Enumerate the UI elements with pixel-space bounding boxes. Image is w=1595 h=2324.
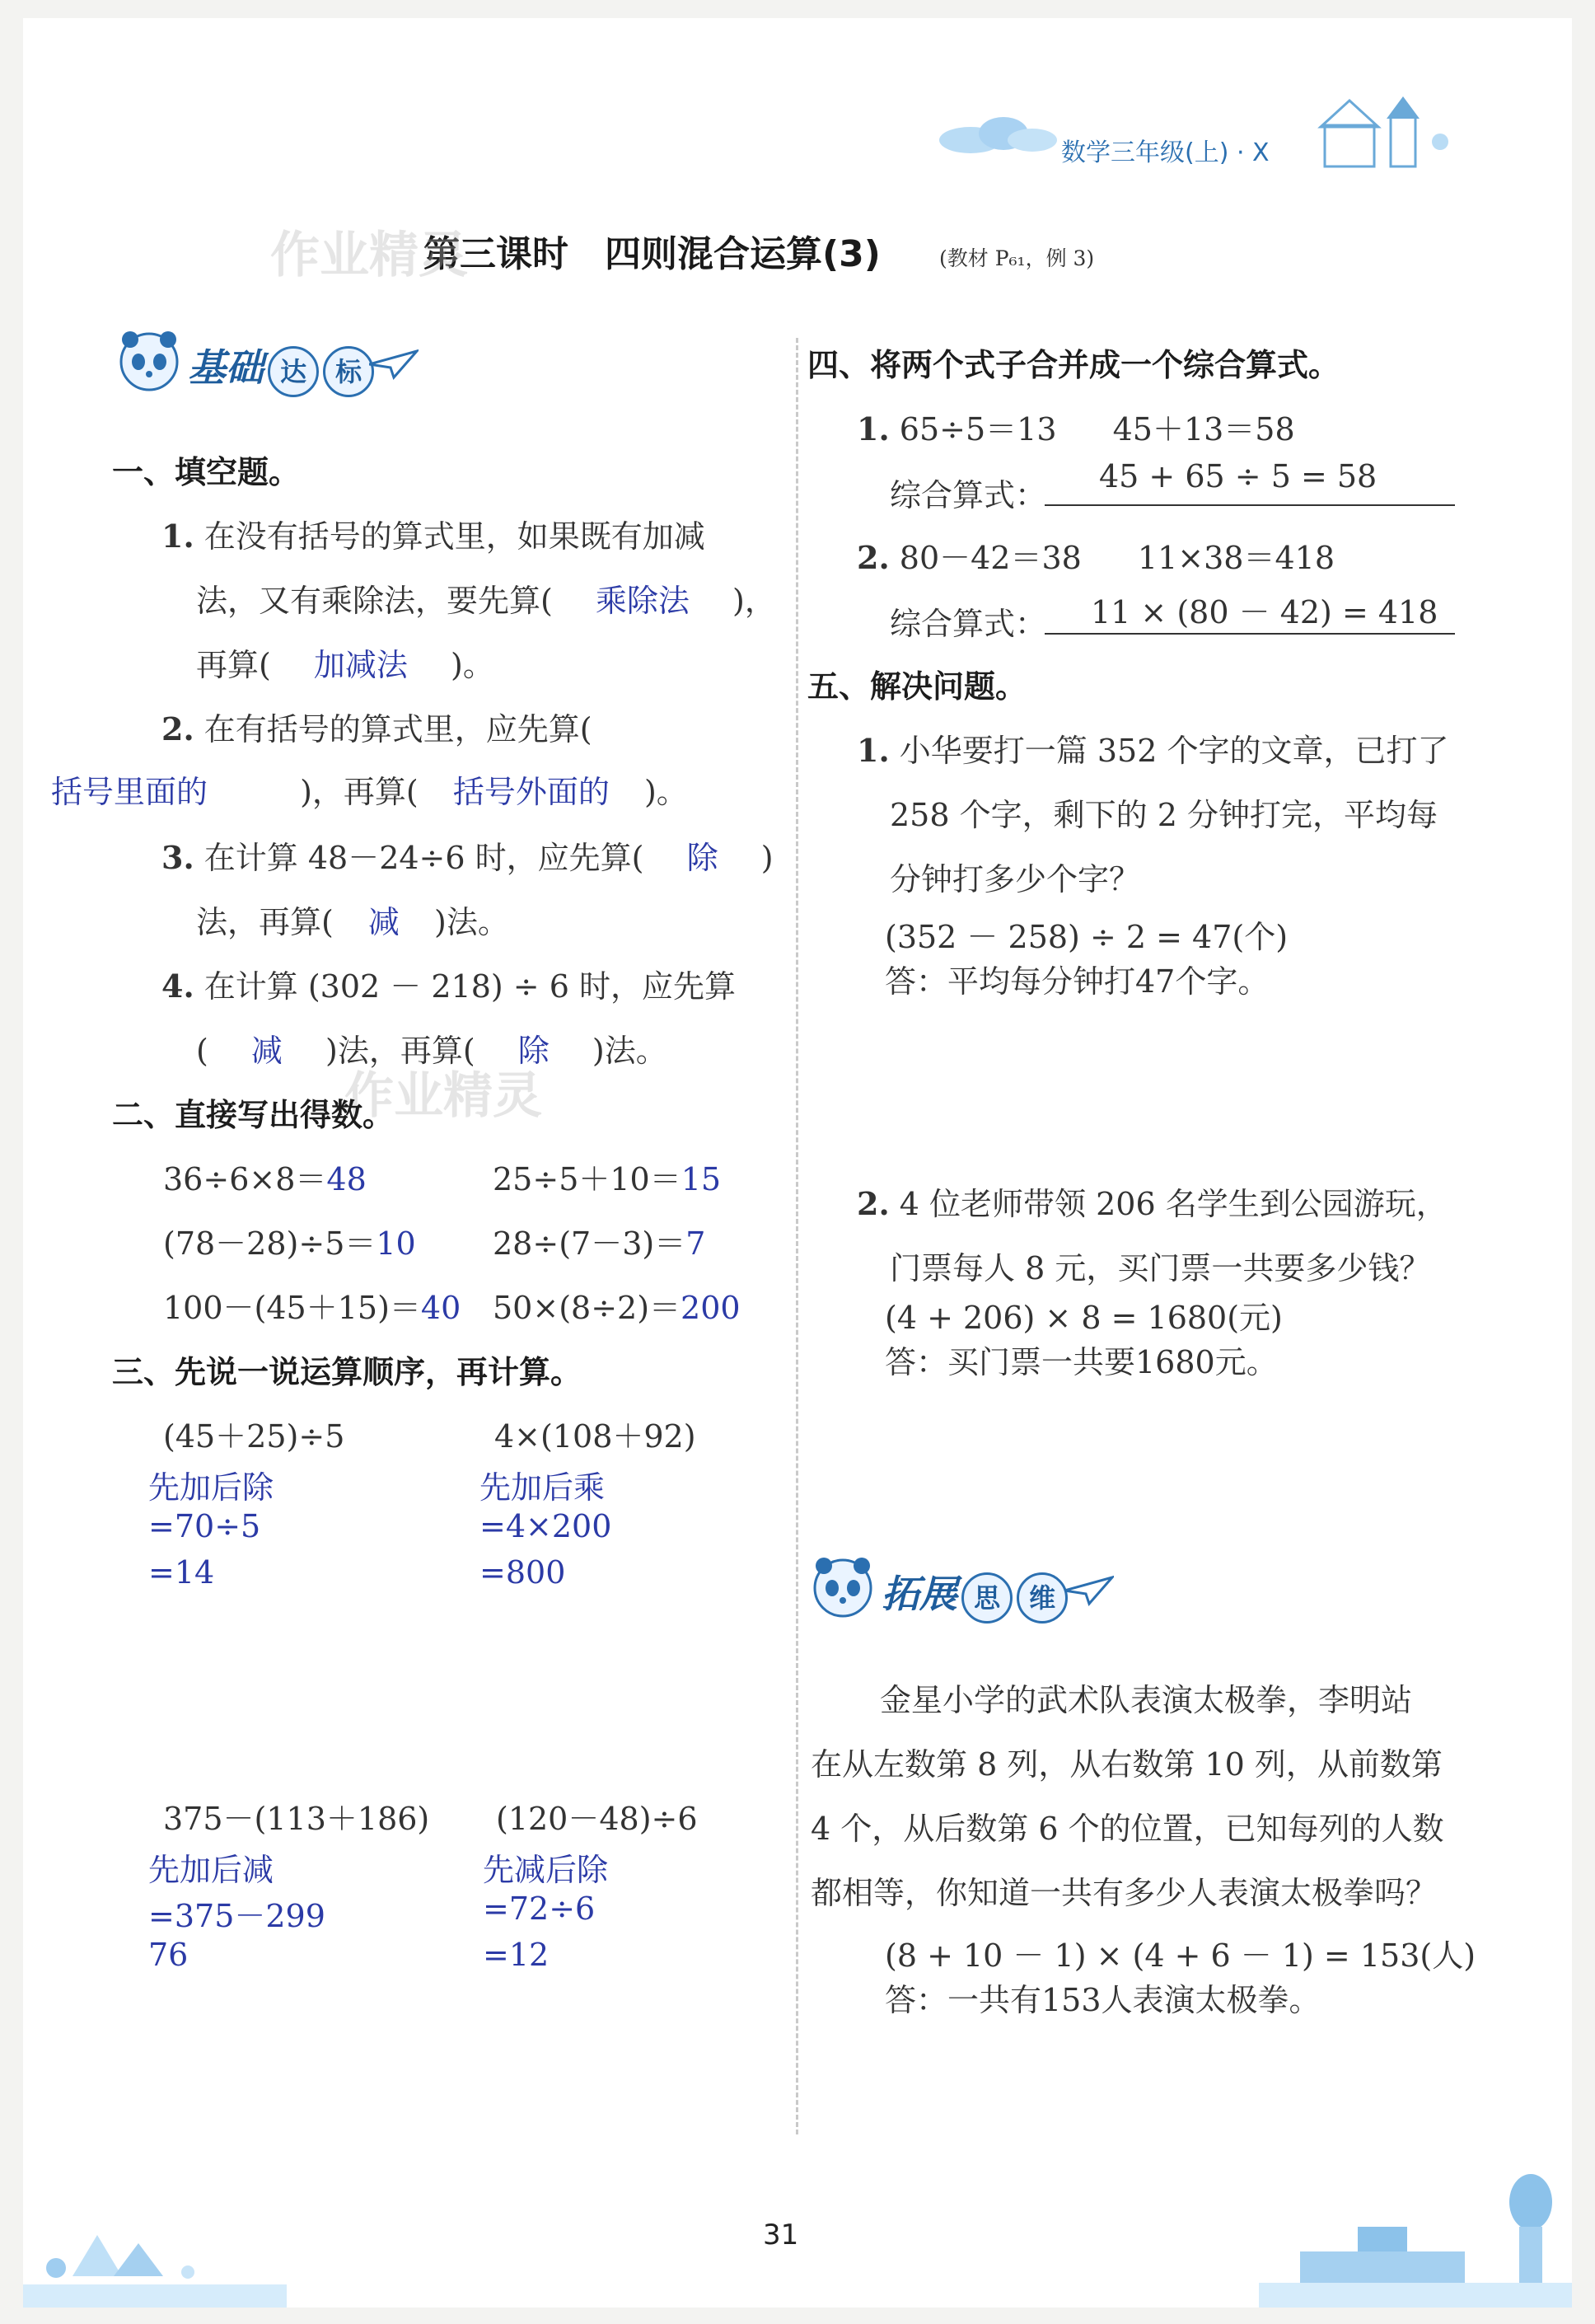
order-problem-expression: 375－(113＋186)	[163, 1801, 430, 1837]
question-text: )	[760, 840, 774, 876]
section-heading: 一、填空题。	[112, 454, 301, 490]
answer-text: 48	[326, 1161, 367, 1197]
worksheet-page	[23, 18, 1572, 2308]
answer-text: 减	[250, 1033, 283, 1069]
question-text: 4 位老师带领 206 名学生到公园游玩，	[899, 1186, 1448, 1222]
question-text: 在计算 (302 － 218) ÷ 6 时，应先算	[203, 968, 736, 1005]
given-equation: 80－42＝38	[899, 540, 1082, 576]
section-heading: 四、将两个式子合并成一个综合算式。	[807, 347, 1340, 383]
question-text: 法，再算(	[196, 904, 334, 940]
calc-item	[493, 1154, 721, 1199]
textbook-reference: (教材 P₆₁，例 3)	[939, 246, 1095, 270]
answer-text: 答：买门票一共要1680元。	[885, 1344, 1278, 1380]
calc-item	[163, 1154, 367, 1199]
answer-line	[1045, 633, 1455, 635]
question-4	[161, 961, 736, 1006]
page-number: 31	[763, 2219, 799, 2251]
answer-text: 15	[681, 1161, 722, 1197]
question-number: 2.	[857, 1185, 890, 1222]
question-1-line-2	[196, 575, 776, 621]
banner-text: 拓展	[882, 1572, 957, 1616]
order-problem-expression: 4×(108＋92)	[494, 1418, 696, 1455]
answer-text: (8 + 10 － 1) × (4 + 6 － 1) = 153(人)	[885, 1937, 1476, 1974]
answer-text: 加减法	[313, 647, 408, 683]
calc-item	[163, 1282, 461, 1328]
answer-text: 40	[420, 1290, 461, 1326]
answer-text: 10	[376, 1225, 416, 1262]
question-number: 1.	[857, 732, 890, 769]
column-divider	[796, 338, 798, 2134]
banner-char: 标	[323, 346, 374, 397]
answer-text: 200	[681, 1290, 741, 1326]
answer-text: 先加后减	[148, 1852, 274, 1888]
answer-line	[1045, 504, 1455, 506]
combined-label: 综合算式：	[890, 606, 1047, 642]
answer-text: =72÷6	[483, 1891, 596, 1927]
question-3-line-2	[196, 897, 509, 942]
calc-expression: (78－28)÷5＝	[163, 1225, 377, 1262]
question-number: 4.	[161, 968, 194, 1005]
question-text: )。	[451, 647, 494, 683]
question-text: )法。	[592, 1033, 667, 1069]
basic-section-banner	[188, 338, 374, 397]
extension-text: 都相等，你知道一共有多少人表演太极拳吗？	[811, 1875, 1438, 1911]
answer-text: (4 + 206) × 8 = 1680(元)	[885, 1300, 1283, 1336]
question-text: 门票每人 8 元，买门票一共要多少钱？	[890, 1250, 1431, 1286]
paper-plane-icon	[369, 348, 419, 381]
question-text: 在计算 48－24÷6 时，应先算(	[203, 840, 644, 876]
word-problem-1	[857, 725, 1448, 771]
cloud-decoration-icon	[938, 109, 1061, 158]
answer-text: 除	[517, 1033, 550, 1069]
answer-text: 乘除法	[595, 583, 690, 619]
calc-expression: 50×(8÷2)＝	[493, 1290, 681, 1326]
calc-expression: 25÷5＋10＝	[493, 1161, 681, 1197]
panda-mascot-icon	[112, 325, 186, 407]
question-text: 在有括号的算式里，应先算(	[203, 711, 592, 747]
extension-text: 4 个，从后数第 6 个的位置，已知每列的人数	[811, 1811, 1444, 1847]
question-text: 分钟打多少个字？	[890, 861, 1141, 897]
word-problem-2	[857, 1178, 1448, 1224]
answer-text: (352 － 258) ÷ 2 = 47(个)	[885, 919, 1289, 955]
question-text: 再算(	[196, 647, 271, 683]
question-2	[161, 704, 592, 749]
question-number: 2.	[161, 710, 194, 747]
section-heading: 五、解决问题。	[807, 668, 1027, 705]
answer-text: 括号外面的	[452, 774, 610, 810]
given-equation: 45＋13＝58	[1112, 411, 1295, 447]
extension-text: 金星小学的武术队表演太极拳，李明站	[880, 1682, 1413, 1718]
extension-section-banner	[882, 1564, 1068, 1624]
answer-text: 括号里面的	[51, 774, 208, 810]
extension-text: 在从左数第 8 列，从右数第 10 列，从前数第	[811, 1746, 1443, 1783]
combined-label: 综合算式：	[890, 477, 1047, 513]
banner-char: 达	[268, 346, 319, 397]
banner-char: 维	[1017, 1572, 1068, 1624]
combine-question-2	[857, 532, 1335, 578]
question-text: (	[196, 1033, 208, 1069]
question-text: 法，又有乘除法，要先算(	[196, 583, 553, 619]
banner-text: 基础	[188, 345, 264, 390]
calc-expression: 100－(45＋15)＝	[163, 1290, 421, 1326]
question-number: 3.	[161, 839, 194, 876]
answer-text: 7	[685, 1225, 706, 1262]
lesson-title: 第三课时 四则混合运算(3)	[423, 233, 881, 275]
question-text: 258 个字，剩下的 2 分钟打完，平均每	[890, 797, 1438, 833]
answer-text: =14	[148, 1554, 215, 1591]
answer-text: 答：平均每分钟打47个字。	[885, 963, 1270, 1000]
footer-decoration-left-icon	[23, 2153, 287, 2308]
question-1-line-3	[196, 640, 494, 685]
question-text: 小华要打一篇 352 个字的文章，已打了	[899, 733, 1449, 769]
question-2-line-2	[51, 766, 688, 812]
answer-text: =4×200	[479, 1508, 612, 1544]
order-problem-expression: (45＋25)÷5	[163, 1418, 345, 1455]
answer-text: =12	[483, 1937, 550, 1973]
footer-decoration-right-icon	[1259, 2128, 1572, 2308]
question-number: 1.	[857, 410, 890, 447]
calc-item	[493, 1282, 741, 1328]
question-number: 2.	[857, 539, 890, 576]
answer-text: =800	[479, 1554, 566, 1591]
question-text: )，	[732, 583, 776, 619]
calc-expression: 28÷(7－3)＝	[493, 1225, 686, 1262]
given-equation: 11×38＝418	[1137, 540, 1335, 576]
calc-item	[163, 1218, 416, 1263]
paper-plane-icon	[1064, 1574, 1114, 1607]
watermark: 作业精灵	[344, 1067, 542, 1125]
answer-text: =70÷5	[148, 1508, 261, 1544]
answer-text: =375－299	[148, 1898, 325, 1934]
given-equation: 65÷5＝13	[899, 411, 1057, 447]
panda-mascot-icon	[806, 1551, 880, 1633]
answer-text: 76	[148, 1937, 189, 1973]
section-heading: 二、直接写出得数。	[112, 1097, 395, 1133]
section-heading: 三、先说一说运算顺序，再计算。	[112, 1354, 582, 1390]
answer-text: 先加后除	[148, 1469, 274, 1506]
question-text: )法。	[434, 904, 509, 940]
question-1	[161, 511, 705, 556]
answer-text: 45 + 65 ÷ 5 = 58	[1099, 458, 1378, 494]
question-3	[161, 832, 774, 878]
calc-item	[493, 1218, 705, 1263]
answer-text: 先加后乘	[479, 1469, 606, 1506]
house-decoration-icon	[1308, 92, 1465, 175]
combine-question-1	[857, 404, 1295, 449]
order-problem-expression: (120－48)÷6	[496, 1801, 698, 1837]
question-text: )法，再算(	[325, 1033, 475, 1069]
answer-text: 除	[686, 840, 718, 876]
watermark: 作业精灵	[270, 227, 468, 284]
question-text: )，再算(	[300, 774, 419, 810]
banner-char: 思	[961, 1572, 1013, 1624]
answer-text: 答：一共有153人表演太极拳。	[885, 1982, 1321, 2018]
question-text: )。	[643, 774, 688, 810]
book-title: 数学三年级(上) · X	[1061, 138, 1270, 167]
answer-text: 11 × (80 － 42) = 418	[1091, 594, 1438, 630]
answer-text: 减	[367, 904, 400, 940]
calc-expression: 36÷6×8＝	[163, 1161, 327, 1197]
answer-text: 先减后除	[483, 1852, 609, 1888]
question-text: 在没有括号的算式里，如果既有加减	[203, 518, 705, 555]
question-number: 1.	[161, 518, 194, 555]
